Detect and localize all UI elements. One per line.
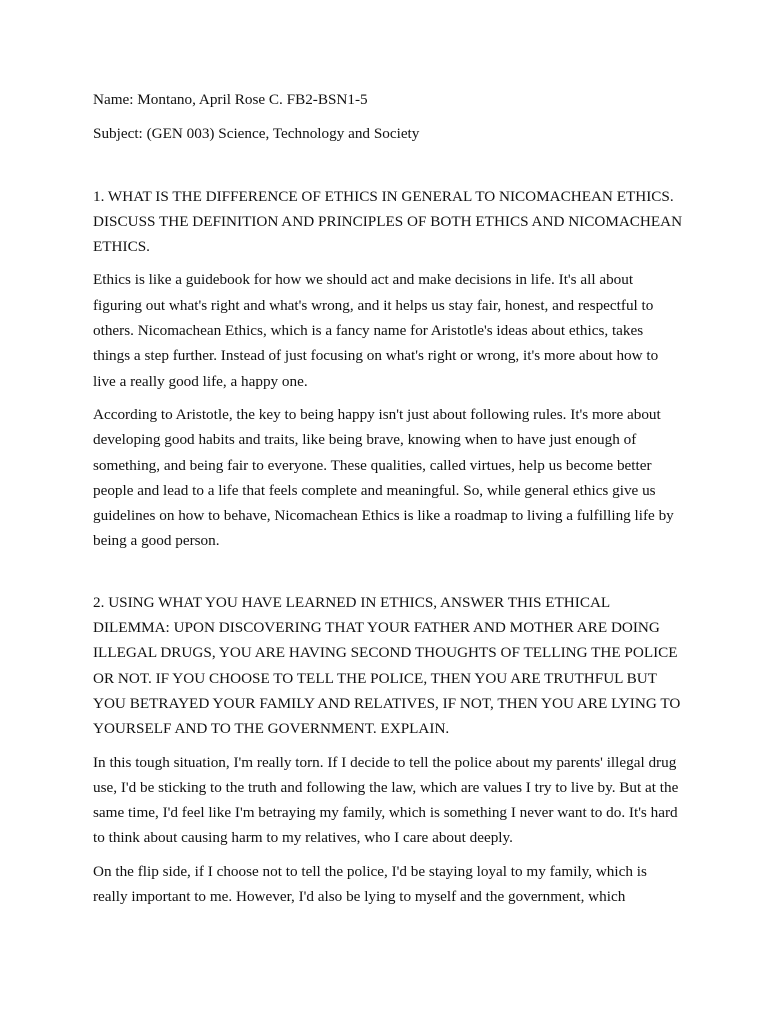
- answer-1-paragraph-2: According to Aristotle, the key to being happy isn't just about following rules. It's more about developing good habits and traits, like being brave, knowing when to have just enough of something, and being fair to everyone. These qualities, called virtues, help us become better people and lead to a life that feels complete and meaningful. So, while general ethics give us guidelines on how to behave, Nicomachean Ethics is like a roadmap to living a fulfilling life by being a good person.: [93, 405, 674, 550]
- student-name-line: Name: Montano, April Rose C. FB2-BSN1-5: [93, 91, 368, 108]
- question-1: 1. WHAT IS THE DIFFERENCE OF ETHICS IN GENERAL TO NICOMACHEAN ETHICS. DISCUSS THE DEFINITION AND PRINCIPLES OF BOTH ETHICS AND NICOMACHEAN ETHICS.: [93, 187, 683, 256]
- document-body: [93, 87, 683, 917]
- answer-2-paragraph-1: In this tough situation, I'm really torn. If I decide to tell the police about my parents' illegal drug use, I'd be sticking to the truth and following the law, which are values I try to live by. But at the same time, I'd feel like I'm betraying my family, which is something I never want to do. It's hard to think about causing harm to my relatives, who I care about deeply.: [93, 753, 679, 847]
- answer-2-paragraph-2: On the flip side, if I choose not to tell the police, I'd be staying loyal to my family, which is really important to me. However, I'd also be lying to myself and the government, which: [93, 862, 647, 906]
- question-2: 2. USING WHAT YOU HAVE LEARNED IN ETHICS, ANSWER THIS ETHICAL DILEMMA: UPON DISCOVERING THAT YOUR FATHER AND MOTHER ARE DOING ILLEGAL DRUGS, YOU ARE HAVING SECOND THOUGHTS OF TELLING THE POLICE OR NOT. IF YOU CHOOSE TO TELL THE POLICE, THEN YOU ARE TRUTHFUL BUT YOU BETRAYED YOUR FAMILY AND RELATIVES, IF NOT, THEN YOU ARE LYING TO YOURSELF AND TO THE GOVERNMENT. EXPLAIN.: [93, 593, 681, 738]
- subject-line: Subject: (GEN 003) Science, Technology and Society: [93, 125, 420, 143]
- answer-1-paragraph-1: Ethics is like a guidebook for how we should act and make decisions in life. It's all about figuring out what's right and what's wrong, and it helps us stay fair, honest, and respectful to others. Nicomachean Ethics, which is a fancy name for Aristotle's ideas about ethics, takes things a step further. Instead of just focusing on what's right or wrong, it's more about how to live a really good life, a happy one.: [93, 271, 659, 390]
